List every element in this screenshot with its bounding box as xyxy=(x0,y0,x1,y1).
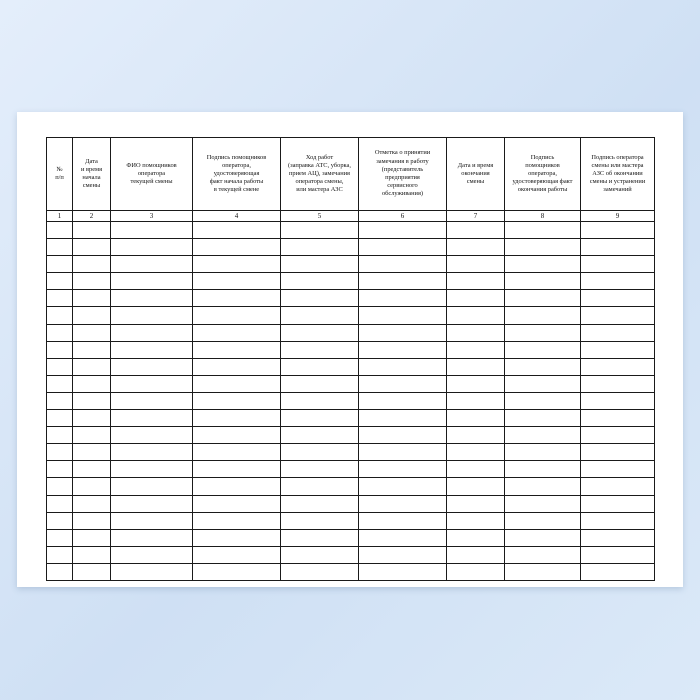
column-number: 4 xyxy=(193,211,281,222)
table-cell[interactable] xyxy=(73,495,111,512)
table-cell[interactable] xyxy=(281,358,359,375)
table-cell[interactable] xyxy=(505,307,581,324)
column-number: 5 xyxy=(281,211,359,222)
table-cell[interactable] xyxy=(447,563,505,580)
table-cell[interactable] xyxy=(193,273,281,290)
table-row xyxy=(47,410,655,427)
table-cell[interactable] xyxy=(193,410,281,427)
table-cell[interactable] xyxy=(193,307,281,324)
table-cell[interactable] xyxy=(111,239,193,256)
table-cell[interactable] xyxy=(281,324,359,341)
table-cell[interactable] xyxy=(581,444,655,461)
column-header-1 xyxy=(47,138,73,211)
table-cell[interactable] xyxy=(111,546,193,563)
table-cell[interactable] xyxy=(193,563,281,580)
table-cell[interactable] xyxy=(281,256,359,273)
table-cell[interactable] xyxy=(281,427,359,444)
column-number: 6 xyxy=(359,211,447,222)
table-row xyxy=(47,290,655,307)
table-cell[interactable] xyxy=(47,478,73,495)
table-cell[interactable] xyxy=(581,324,655,341)
table-cell[interactable] xyxy=(447,495,505,512)
table-cell[interactable] xyxy=(281,461,359,478)
table-cell[interactable] xyxy=(359,290,447,307)
table-cell[interactable] xyxy=(111,495,193,512)
table-cell[interactable] xyxy=(359,256,447,273)
table-cell[interactable] xyxy=(47,495,73,512)
table-cell[interactable] xyxy=(281,529,359,546)
journal-table-container xyxy=(46,137,654,581)
table-cell[interactable] xyxy=(47,529,73,546)
column-header-2 xyxy=(73,138,111,211)
table-cell[interactable] xyxy=(505,273,581,290)
table-cell[interactable] xyxy=(447,239,505,256)
table-cell[interactable] xyxy=(505,290,581,307)
table-cell[interactable] xyxy=(281,341,359,358)
table-cell[interactable] xyxy=(359,222,447,239)
table-cell[interactable] xyxy=(581,427,655,444)
table-cell[interactable] xyxy=(47,546,73,563)
table-cell[interactable] xyxy=(447,324,505,341)
column-header-text: Подпись оператора смены или мастера АЗС об окончании смены и устранении замечаний xyxy=(589,153,646,194)
table-cell[interactable] xyxy=(359,512,447,529)
table-cell[interactable] xyxy=(73,256,111,273)
table-cell[interactable] xyxy=(359,239,447,256)
table-cell[interactable] xyxy=(359,563,447,580)
column-header-9 xyxy=(581,138,655,211)
table-cell[interactable] xyxy=(447,290,505,307)
table-cell[interactable] xyxy=(359,273,447,290)
document-page xyxy=(17,112,683,587)
table-cell[interactable] xyxy=(281,307,359,324)
table-row xyxy=(47,324,655,341)
table-cell[interactable] xyxy=(505,341,581,358)
table-cell[interactable] xyxy=(447,358,505,375)
table-cell[interactable] xyxy=(359,410,447,427)
table-cell[interactable] xyxy=(281,239,359,256)
column-number: 1 xyxy=(47,211,73,222)
table-cell[interactable] xyxy=(581,546,655,563)
column-number: 3 xyxy=(111,211,193,222)
table-cell[interactable] xyxy=(505,256,581,273)
table-cell[interactable] xyxy=(47,239,73,256)
table-cell[interactable] xyxy=(505,495,581,512)
table-cell[interactable] xyxy=(73,341,111,358)
table-cell[interactable] xyxy=(505,529,581,546)
table-cell[interactable] xyxy=(281,495,359,512)
table-cell[interactable] xyxy=(505,410,581,427)
table-cell[interactable] xyxy=(73,427,111,444)
table-cell[interactable] xyxy=(447,512,505,529)
column-header-text: Ход работ (заправка АТС, уборка, прием АЦ), замечания оператора смены, или мастера АЗС xyxy=(288,153,351,194)
column-header-5 xyxy=(281,138,359,211)
table-row xyxy=(47,341,655,358)
table-cell[interactable] xyxy=(193,478,281,495)
table-row xyxy=(47,392,655,409)
table-cell[interactable] xyxy=(193,461,281,478)
table-cell[interactable] xyxy=(193,529,281,546)
table-cell[interactable] xyxy=(281,444,359,461)
column-header-text: ФИО помощников оператора текущей смены xyxy=(126,161,177,186)
table-cell[interactable] xyxy=(111,341,193,358)
table-cell[interactable] xyxy=(47,461,73,478)
table-row xyxy=(47,461,655,478)
table-cell[interactable] xyxy=(73,307,111,324)
journal-table xyxy=(46,137,655,581)
table-row xyxy=(47,222,655,239)
table-cell[interactable] xyxy=(193,375,281,392)
table-cell[interactable] xyxy=(447,546,505,563)
table-cell[interactable] xyxy=(581,375,655,392)
table-cell[interactable] xyxy=(111,307,193,324)
table-cell[interactable] xyxy=(47,307,73,324)
column-header-text: № п/п xyxy=(55,165,64,181)
table-row xyxy=(47,512,655,529)
table-cell[interactable] xyxy=(111,256,193,273)
column-header-text: Подпись помощников оператора, удостоверяющая факт начала работы в текущей смене xyxy=(206,153,267,194)
table-cell[interactable] xyxy=(359,427,447,444)
table-cell[interactable] xyxy=(581,341,655,358)
table-header xyxy=(47,138,655,222)
table-cell[interactable] xyxy=(73,392,111,409)
table-cell[interactable] xyxy=(73,290,111,307)
table-cell[interactable] xyxy=(47,324,73,341)
table-cell[interactable] xyxy=(281,290,359,307)
table-cell[interactable] xyxy=(359,375,447,392)
table-cell[interactable] xyxy=(447,273,505,290)
table-cell[interactable] xyxy=(73,444,111,461)
table-cell[interactable] xyxy=(505,444,581,461)
table-cell[interactable] xyxy=(193,239,281,256)
table-cell[interactable] xyxy=(581,410,655,427)
table-cell[interactable] xyxy=(581,358,655,375)
table-cell[interactable] xyxy=(359,495,447,512)
table-row xyxy=(47,307,655,324)
table-cell[interactable] xyxy=(447,410,505,427)
table-cell[interactable] xyxy=(505,358,581,375)
table-cell[interactable] xyxy=(359,324,447,341)
table-row xyxy=(47,546,655,563)
table-cell[interactable] xyxy=(193,324,281,341)
table-cell[interactable] xyxy=(47,563,73,580)
table-cell[interactable] xyxy=(581,478,655,495)
table-cell[interactable] xyxy=(581,461,655,478)
table-cell[interactable] xyxy=(111,410,193,427)
table-cell[interactable] xyxy=(447,307,505,324)
table-cell[interactable] xyxy=(359,478,447,495)
column-header-7 xyxy=(447,138,505,211)
table-cell[interactable] xyxy=(193,495,281,512)
table-cell[interactable] xyxy=(505,375,581,392)
table-cell[interactable] xyxy=(447,256,505,273)
table-cell[interactable] xyxy=(111,358,193,375)
table-row xyxy=(47,239,655,256)
table-cell[interactable] xyxy=(73,375,111,392)
table-row xyxy=(47,375,655,392)
table-cell[interactable] xyxy=(73,324,111,341)
table-cell[interactable] xyxy=(47,392,73,409)
table-cell[interactable] xyxy=(581,256,655,273)
table-cell[interactable] xyxy=(193,427,281,444)
column-header-text: Отметка о принятии замечания в работу (представитель предприятия сервисного обслуживания) xyxy=(374,149,431,198)
table-cell[interactable] xyxy=(581,512,655,529)
table-cell[interactable] xyxy=(581,273,655,290)
column-header-8 xyxy=(505,138,581,211)
table-cell[interactable] xyxy=(47,410,73,427)
table-cell[interactable] xyxy=(505,461,581,478)
table-cell[interactable] xyxy=(111,375,193,392)
table-cell[interactable] xyxy=(581,529,655,546)
table-cell[interactable] xyxy=(111,529,193,546)
table-cell[interactable] xyxy=(47,290,73,307)
table-cell[interactable] xyxy=(73,410,111,427)
column-header-6 xyxy=(359,138,447,211)
table-cell[interactable] xyxy=(73,273,111,290)
table-cell[interactable] xyxy=(447,341,505,358)
table-cell[interactable] xyxy=(447,444,505,461)
table-cell[interactable] xyxy=(111,427,193,444)
table-row xyxy=(47,256,655,273)
table-cell[interactable] xyxy=(47,222,73,239)
table-cell[interactable] xyxy=(505,324,581,341)
table-cell[interactable] xyxy=(359,461,447,478)
table-cell[interactable] xyxy=(73,358,111,375)
table-cell[interactable] xyxy=(193,358,281,375)
table-cell[interactable] xyxy=(47,256,73,273)
table-cell[interactable] xyxy=(111,222,193,239)
table-cell[interactable] xyxy=(581,495,655,512)
table-cell[interactable] xyxy=(581,307,655,324)
table-cell[interactable] xyxy=(193,512,281,529)
table-cell[interactable] xyxy=(505,239,581,256)
table-row xyxy=(47,529,655,546)
table-row xyxy=(47,444,655,461)
table-cell[interactable] xyxy=(193,444,281,461)
table-cell[interactable] xyxy=(447,222,505,239)
table-cell[interactable] xyxy=(193,290,281,307)
table-cell[interactable] xyxy=(505,512,581,529)
column-number: 9 xyxy=(581,211,655,222)
column-number-row xyxy=(47,211,655,222)
table-cell[interactable] xyxy=(73,239,111,256)
table-cell[interactable] xyxy=(447,375,505,392)
table-cell[interactable] xyxy=(505,427,581,444)
table-cell[interactable] xyxy=(447,392,505,409)
table-cell[interactable] xyxy=(111,478,193,495)
table-cell[interactable] xyxy=(447,478,505,495)
table-cell[interactable] xyxy=(111,444,193,461)
table-row xyxy=(47,563,655,580)
table-cell[interactable] xyxy=(359,358,447,375)
table-cell[interactable] xyxy=(281,512,359,529)
table-cell[interactable] xyxy=(581,563,655,580)
table-cell[interactable] xyxy=(111,392,193,409)
table-cell[interactable] xyxy=(447,461,505,478)
table-cell[interactable] xyxy=(281,410,359,427)
column-number: 2 xyxy=(73,211,111,222)
column-header-4 xyxy=(193,138,281,211)
table-cell[interactable] xyxy=(47,427,73,444)
header-row xyxy=(47,138,655,211)
table-body xyxy=(47,222,655,581)
table-cell[interactable] xyxy=(193,341,281,358)
table-cell[interactable] xyxy=(359,307,447,324)
table-cell[interactable] xyxy=(47,341,73,358)
table-cell[interactable] xyxy=(73,546,111,563)
table-cell[interactable] xyxy=(47,444,73,461)
table-cell[interactable] xyxy=(359,341,447,358)
column-header-text: Подпись помощников оператора, удостоверяющая факт окончания работы xyxy=(512,153,573,194)
table-cell[interactable] xyxy=(281,222,359,239)
table-cell[interactable] xyxy=(47,358,73,375)
table-cell[interactable] xyxy=(505,392,581,409)
table-cell[interactable] xyxy=(447,427,505,444)
table-cell[interactable] xyxy=(193,392,281,409)
table-cell[interactable] xyxy=(447,529,505,546)
table-cell[interactable] xyxy=(111,324,193,341)
table-row xyxy=(47,358,655,375)
table-cell[interactable] xyxy=(111,461,193,478)
table-cell[interactable] xyxy=(505,563,581,580)
table-cell[interactable] xyxy=(193,546,281,563)
table-cell[interactable] xyxy=(193,222,281,239)
table-cell[interactable] xyxy=(359,444,447,461)
table-cell[interactable] xyxy=(111,512,193,529)
table-cell[interactable] xyxy=(505,478,581,495)
table-cell[interactable] xyxy=(581,392,655,409)
column-number: 7 xyxy=(447,211,505,222)
table-cell[interactable] xyxy=(73,222,111,239)
table-row xyxy=(47,273,655,290)
table-cell[interactable] xyxy=(47,273,73,290)
column-number: 8 xyxy=(505,211,581,222)
table-cell[interactable] xyxy=(111,290,193,307)
table-cell[interactable] xyxy=(73,461,111,478)
table-cell[interactable] xyxy=(359,392,447,409)
table-cell[interactable] xyxy=(581,239,655,256)
table-row xyxy=(47,495,655,512)
table-cell[interactable] xyxy=(47,375,73,392)
table-row xyxy=(47,478,655,495)
table-cell[interactable] xyxy=(73,563,111,580)
table-cell[interactable] xyxy=(193,256,281,273)
column-header-text: Дата и время начала смены xyxy=(80,157,103,190)
table-cell[interactable] xyxy=(581,222,655,239)
table-cell[interactable] xyxy=(359,529,447,546)
table-row xyxy=(47,427,655,444)
table-cell[interactable] xyxy=(281,375,359,392)
table-cell[interactable] xyxy=(581,290,655,307)
table-cell[interactable] xyxy=(47,512,73,529)
table-cell[interactable] xyxy=(73,529,111,546)
table-cell[interactable] xyxy=(73,478,111,495)
table-cell[interactable] xyxy=(505,222,581,239)
table-cell[interactable] xyxy=(281,563,359,580)
table-cell[interactable] xyxy=(281,392,359,409)
table-cell[interactable] xyxy=(111,563,193,580)
column-header-3 xyxy=(111,138,193,211)
table-cell[interactable] xyxy=(505,546,581,563)
table-cell[interactable] xyxy=(281,273,359,290)
table-cell[interactable] xyxy=(281,478,359,495)
column-header-text: Дата и время окончания смены xyxy=(457,161,494,186)
table-cell[interactable] xyxy=(281,546,359,563)
table-cell[interactable] xyxy=(73,512,111,529)
table-cell[interactable] xyxy=(359,546,447,563)
table-cell[interactable] xyxy=(111,273,193,290)
